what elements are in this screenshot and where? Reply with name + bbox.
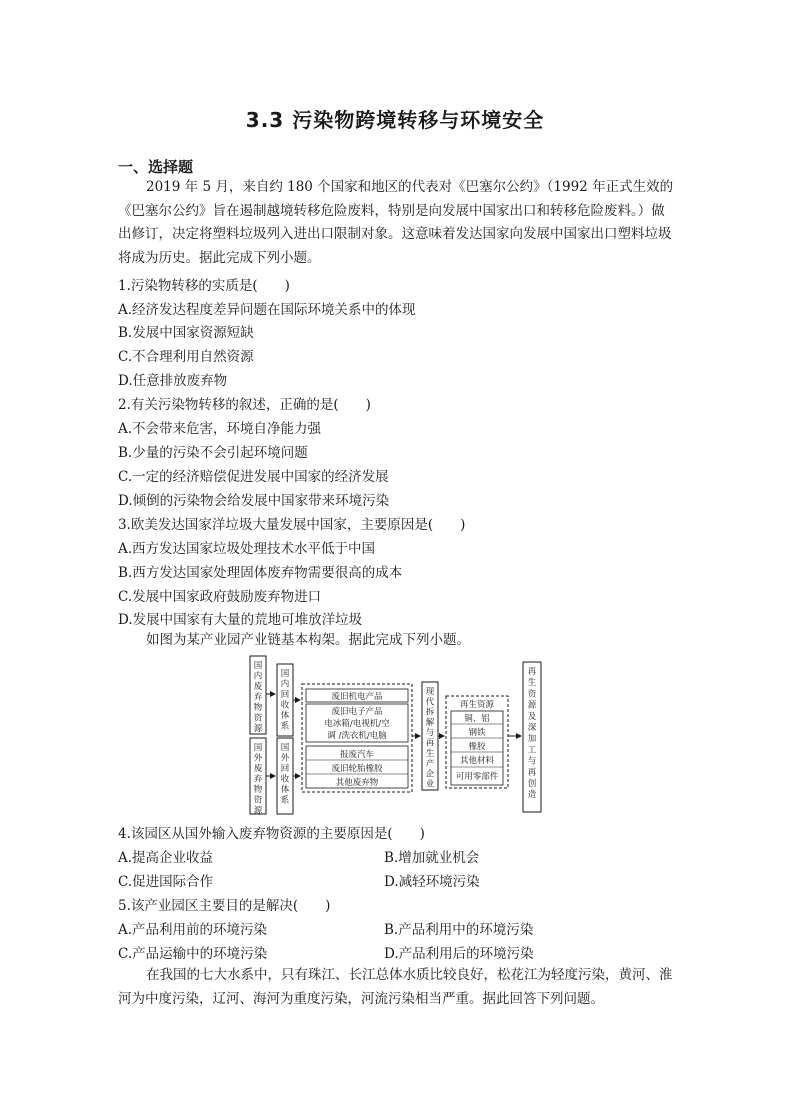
resource-item: 铜、铝 <box>464 714 490 724</box>
resources-title: 再生资源 <box>459 700 495 710</box>
q3-option-d: D.发展中国家有大量的荒地可堆放洋垃圾 <box>118 612 363 628</box>
q3-option-c: C.发展中国家政府鼓励废弃物进口 <box>118 589 322 605</box>
q5-option-b: B.产品利用中的环境污染 <box>384 922 534 938</box>
q2-option-d: D.倾倒的污染物会给发展中国家带来环境污染 <box>118 493 390 509</box>
q1-option-c: C.不合理利用自然资源 <box>118 349 254 365</box>
intro-paragraph-1: 2019 年 5 月，来自约 180 个国家和地区的代表对《巴塞尔公约》（1992 年正式生效的《巴塞尔公约》旨在遏制越境转移危险废料，特别是向发展中国家出口和转移危险废料。）做出修订，决定将塑料垃圾列入进出口限制对象。这意味着发达国家向发展中国家出口塑料垃圾将成为历史。据此完成下列小题。 <box>118 179 674 266</box>
question-1: 1.污染物转移的实质是( ) <box>118 278 290 294</box>
industry-chain-diagram <box>248 654 548 816</box>
q4-option-d: D.减轻环境污染 <box>384 874 480 890</box>
q5-option-a: A.产品利用前的环境污染 <box>118 922 268 938</box>
q3-option-b: B.西方发达国家处理固体废弃物需要很高的成本 <box>118 565 403 581</box>
foreign-recycle-label: 国外回收体系 <box>280 743 290 806</box>
enterprise-label: 现代拆解与再生产企业 <box>425 687 435 790</box>
waste-item-label: 废旧轮胎橡胶 <box>331 764 383 774</box>
q2-option-c: C.一定的经济赔偿促进发展中国家的经济发展 <box>118 469 389 485</box>
q1-option-d: D.任意排放废弃物 <box>118 373 228 389</box>
page-title: 3.3 污染物跨境转移与环境安全 <box>245 108 545 132</box>
question-3: 3.欧美发达国家洋垃圾大量发展中国家，主要原因是( ) <box>118 517 466 533</box>
waste-item-label: 报废汽车 <box>339 750 375 760</box>
domestic-recycle-label: 国内回收体系 <box>280 669 290 732</box>
waste-item-label: 电冰箱/电视机/空 <box>324 719 390 729</box>
q5-option-c: C.产品运输中的环境污染 <box>118 946 268 962</box>
q3-option-a: A.西方发达国家垃圾处理技术水平低于中国 <box>118 541 376 557</box>
q4-option-b: B.增加就业机会 <box>384 850 480 866</box>
resource-item: 橡胶 <box>468 742 486 752</box>
resource-item: 可用零部件 <box>455 772 499 782</box>
final-label: 再生资源及深加工与再创造 <box>527 667 537 801</box>
q2-option-b: B.少量的污染不会引起环境问题 <box>118 445 308 461</box>
resource-item: 钢铁 <box>468 728 486 738</box>
q1-option-a: A.经济发达程度差异问题在国际环境关系中的体现 <box>118 302 416 318</box>
waste-item-label: 调 /洗衣机/电脑 <box>327 731 387 741</box>
q4-option-a: A.提高企业收益 <box>118 850 214 866</box>
waste-item-label: 其他废弃物 <box>335 778 379 788</box>
resource-item: 其他材料 <box>459 756 495 766</box>
section-heading: 一、选择题 <box>118 158 194 176</box>
q4-option-c: C.促进国际合作 <box>118 874 214 890</box>
intro-paragraph-3: 在我国的七大水系中，只有珠江、长江总体水质比较良好，松花江为轻度污染，黄河、淮河为中度污染，辽河、海河为重度污染，河流污染相当严重。据此回答下列问题。 <box>118 967 673 1007</box>
foreign-source-label: 国外废弃物资源 <box>253 743 263 816</box>
question-5: 5.该产业园区主要目的是解决( ) <box>118 898 331 914</box>
q1-option-b: B.发展中国家资源短缺 <box>118 325 254 341</box>
q5-option-d: D.产品利用后的环境污染 <box>384 946 534 962</box>
question-2: 2.有关污染物转移的叙述，正确的是( ) <box>118 397 371 413</box>
question-4: 4.该园区从国外输入废弃物资源的主要原因是( ) <box>118 826 425 842</box>
q2-option-a: A.不会带来危害，环境自净能力强 <box>118 421 322 437</box>
intro-paragraph-2: 如图为某产业园产业链基本构架。据此完成下列小题。 <box>146 632 470 648</box>
waste-item-label: 废旧机电产品 <box>331 692 383 702</box>
waste-item-label: 废旧电子产品 <box>331 707 383 717</box>
domestic-source-label: 国内废弃物资源 <box>253 661 263 734</box>
